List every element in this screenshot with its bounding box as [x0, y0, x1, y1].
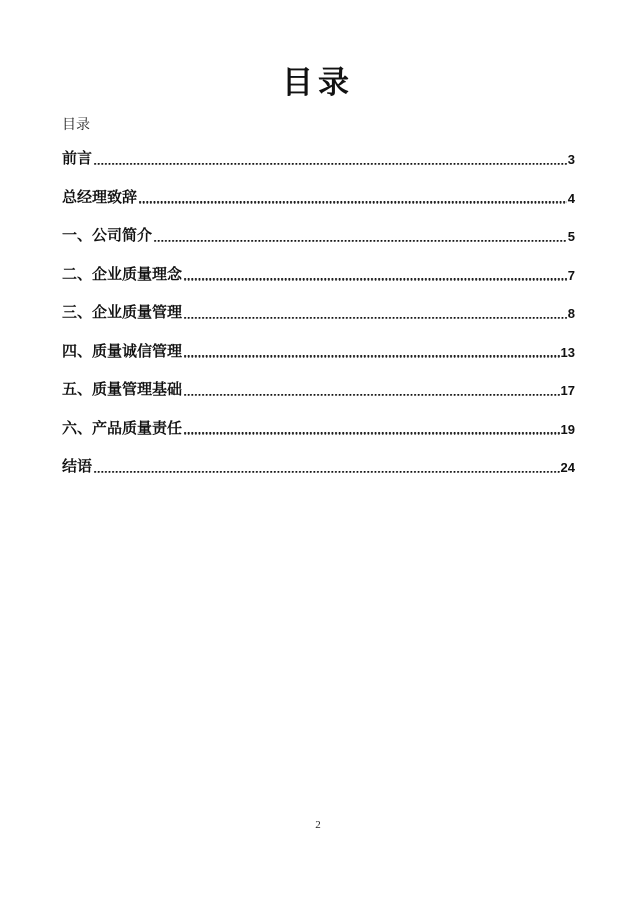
toc-entry-page: 4: [567, 190, 575, 206]
dot-leader: [94, 163, 567, 165]
dot-leader: [184, 432, 560, 434]
toc-entry-label: 四、质量诚信管理: [62, 342, 183, 360]
toc-entry-page: 17: [560, 383, 575, 399]
toc-entry-qiye-zhiliang-guanli[interactable]: [62, 304, 575, 321]
toc-entry-label: 二、企业质量理念: [62, 265, 183, 283]
toc-entry-label: 结语: [62, 458, 93, 476]
dot-leader: [184, 317, 567, 319]
dot-leader: [184, 355, 560, 357]
toc-entry-label: 前言: [62, 150, 93, 168]
toc-field-label: 目录: [62, 118, 90, 133]
toc-entry-label: 五、质量管理基础: [62, 381, 183, 399]
toc-entry-label: 六、产品质量责任: [62, 419, 183, 437]
toc-entry-zhiliang-chengxin-guanli[interactable]: [62, 343, 575, 360]
table-of-contents: [62, 150, 575, 497]
toc-entry-page: 8: [567, 306, 575, 322]
toc-entry-page: 19: [560, 421, 575, 437]
toc-entry-page: 13: [560, 344, 575, 360]
toc-entry-label: 一、公司简介: [62, 227, 153, 245]
footer-page-number: 2: [315, 819, 321, 831]
toc-entry-chanpin-zhiliang-zeren[interactable]: [62, 420, 575, 437]
toc-entry-label: 三、企业质量管理: [62, 304, 183, 322]
toc-entry-page: 5: [567, 229, 575, 245]
toc-entry-gongsi-jianjie[interactable]: [62, 227, 575, 244]
toc-entry-zhiliang-guanli-jichu[interactable]: [62, 381, 575, 398]
toc-entry-qiye-zhiliang-linian[interactable]: [62, 266, 575, 283]
dot-leader: [94, 471, 560, 473]
page-title: 目录: [282, 65, 354, 100]
toc-entry-label: 总经理致辞: [62, 188, 138, 206]
toc-entry-jieyu[interactable]: [62, 458, 575, 475]
dot-leader: [154, 240, 567, 242]
toc-entry-page: 24: [560, 460, 575, 476]
dot-leader: [184, 394, 560, 396]
toc-entry-page: 3: [567, 152, 575, 168]
toc-entry-qianyan[interactable]: [62, 150, 575, 167]
toc-entry-zongjingli-zhici[interactable]: [62, 189, 575, 206]
toc-entry-page: 7: [567, 267, 575, 283]
dot-leader: [139, 201, 567, 203]
dot-leader: [184, 278, 567, 280]
